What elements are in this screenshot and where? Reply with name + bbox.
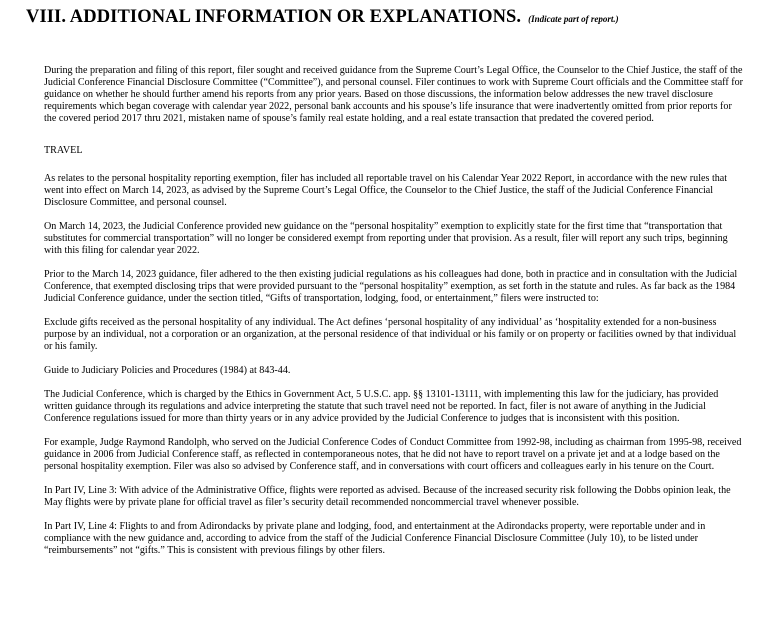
travel-heading: TRAVEL xyxy=(44,145,83,156)
section-title: VIII. ADDITIONAL INFORMATION OR EXPLANATIONS. xyxy=(26,7,522,27)
travel-paragraph-2: On March 14, 2023, the Judicial Conference provided new guidance on the “personal hospitality” exemption to explicitly state for the first time that “transportation that substitutes for commercial transportation” will no longer be considered exempt from reporting under that provision. As a result, filer will report any such trips, beginning with this filing for calendar year 2022. xyxy=(44,221,728,256)
travel-paragraph-1: As relates to the personal hospitality reporting exemption, filer has included all reportable travel on his Calendar Year 2022 Report, in accordance with the new rules that went into effect on March 14, 2023, as advised by the Supreme Court’s Legal Office, the Counselor to the Chief Justice, the staff of the Judicial Conference Financial Disclosure Committee, and personal counsel. xyxy=(44,173,728,208)
part-iv-line-3: In Part IV, Line 3: With advice of the Administrative Office, flights were reported as advised. Because of the increased security risk following the Dobbs opinion leak, the May flights were by private plane for official travel as filer’s security detail recommended noncommercial travel whenever possible. xyxy=(44,485,731,508)
travel-paragraph-4: The Judicial Conference, which is charged by the Ethics in Government Act, 5 U.S.C. app. §§ 13101-13111, with implementing this law for the judiciary, has provided written guidance through its regulations and advice interpreting the statute that such travel need not be reported. In fact, filer is not aware of anything in the Judicial Conference regulations issued for more than thirty years or in any advice provided by the Judicial Conference to judges that is inconsistent with this position. xyxy=(44,389,719,424)
intro-paragraph: During the preparation and filing of this report, filer sought and received guidance from the Supreme Court’s Legal Office, the Counselor to the Chief Justice, the staff of the Judicial Conference Financial Disclosure Committee (“Committee”), and personal counsel. Filer continues to work with Supreme Court officials and the Committee staff for guidance on whether he should further amend his reports from any prior years. Based on those discussions, the information below addresses the new travel disclosure requirements which began coverage with calendar year 2022, personal bank accounts and his spouse’s life insurance that were inadvertently omitted from prior reports for the covered period 2017 thru 2021, mistaken name of spouse’s family real estate holding, and a real estate transaction that predated the covered period. xyxy=(44,65,744,124)
explanation-body xyxy=(44,65,744,569)
travel-paragraph-5: For example, Judge Raymond Randolph, who served on the Judicial Conference Codes of Conduct Committee from 1992-98, including as chairman from 1995-98, received guidance in 2006 from Judicial Conference staff, as reflected in contemporaneous notes, that he did not have to report travel on a private jet and at a lodge based on the personal hospitality exemption. Filer was also so advised by Conference staff, and in conversations with court officers and colleagues early in his tenure on the Court. xyxy=(44,437,742,472)
quoted-guidance: Exclude gifts received as the personal hospitality of any individual. The Act defines ‘personal hospitality of any individual’ as ‘hospitality extended for a non-business purpose by an individual, not a corporation or an organization, at the personal residence of that individual or his family or on property or facilities owned by that individual or his family. xyxy=(44,317,737,352)
section-header xyxy=(26,7,756,28)
section-note: (Indicate part of report.) xyxy=(528,14,619,24)
travel-paragraph-3: Prior to the March 14, 2023 guidance, filer adhered to the then existing judicial regulations as his colleagues had done, both in practice and in consultation with the Judicial Conference, that exempted disclosing trips that were provided pursuant to the “personal hospitality” exemption, as set forth in the statute and rules. As far back as the 1984 Judicial Conference guidance, under the section titled, “Gifts of transportation, lodging, food, or entertainment,” filers were instructed to: xyxy=(44,269,738,304)
part-iv-line-4: In Part IV, Line 4: Flights to and from Adirondacks by private plane and lodging, food, and entertainment at the Adirondacks property, were reportable under and in compliance with the new guidance and, according to advice from the staff of the Judicial Conference Financial Disclosure Committee (July 10), to be listed under “reimbursements” not “gifts.” This is consistent with previous filings by other filers. xyxy=(44,521,706,556)
citation: Guide to Judiciary Policies and Procedures (1984) at 843-44. xyxy=(44,365,291,376)
